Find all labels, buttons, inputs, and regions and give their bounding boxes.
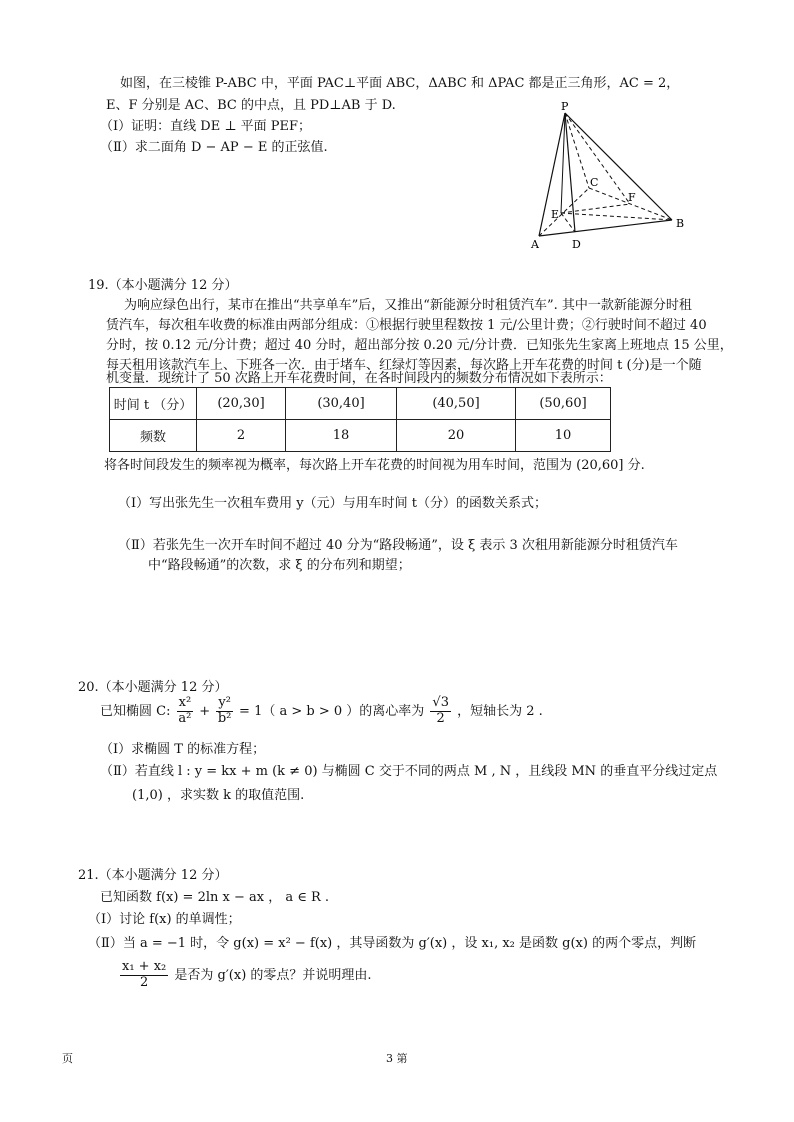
table-cell: 2 <box>197 420 286 452</box>
q19-part2b: 中“路段畅通”的次数，求 ξ 的分布列和期望； <box>148 558 411 573</box>
q20-intro-suffix: ，短轴长为 2 . <box>457 703 543 719</box>
q21-header: 21.（本小题满分 12 分） <box>78 868 228 883</box>
q18-line2: E、F 分别是 AC、BC 的中点，且 PD⊥AB 于 D. <box>106 98 396 113</box>
table-header-cell: (30,40] <box>286 388 397 420</box>
q20-header: 20.（本小题满分 12 分） <box>78 680 228 695</box>
q19-para-3: 分时，按 0.12 元/分计费；超过 40 分时，超出部分按 0.20 元/分计费．已知张先生家离上班地点 15 公里， <box>106 338 733 353</box>
edge-AB <box>539 220 672 236</box>
ellipse-frac-x <box>177 696 194 727</box>
q18-part1: （Ⅰ）证明：直线 DE ⊥ 平面 PEF； <box>100 119 312 134</box>
label-D: D <box>572 238 581 251</box>
q19-para-5: 机变量．现统计了 50 次路上开车花费时间，在各时间段内的频数分布情况如下表所示： <box>106 371 612 386</box>
midpoint-frac <box>120 960 168 991</box>
edge-PB <box>565 113 672 220</box>
q21-part2a: （Ⅱ）当 a = −1 时，令 g(x) = x² − f(x) ，其导函数为 g′(x) ，设 x₁, x₂ 是函数 g(x) 的两个零点，判断 <box>88 936 697 951</box>
table-row-label: 频数 <box>110 420 197 452</box>
q19-part2a: （Ⅱ）若张先生一次开车时间不超过 40 分为“路段畅通”，设 ξ 表示 3 次租用新能源分时租赁汽车 <box>118 538 678 553</box>
table-cell: 20 <box>397 420 516 452</box>
table-header-cell: (20,30] <box>197 388 286 420</box>
q20-intro <box>100 696 543 727</box>
q20-part2a: （Ⅱ）若直线 l : y = kx + m (k ≠ 0) 与椭圆 C 交于不同的两点 M , N ，且线段 MN 的垂直平分线过定点 <box>100 764 718 779</box>
q19-after-table: 将各时间段发生的频率视为概率，每次路上开车花费的时间视为用车时间，范围为 (20,60] 分. <box>104 458 645 473</box>
frac-numerator: y² <box>218 695 231 710</box>
plus-sign: + <box>199 703 211 719</box>
q19-para-1: 为响应绿色出行，某市在推出“共享单车”后，又推出“新能源分时租赁汽车”. 其中一款新能源分时租 <box>124 298 692 313</box>
frac-numerator: √3 <box>432 695 449 710</box>
label-E: E <box>551 208 560 221</box>
q21-part2-line2 <box>118 960 372 991</box>
label-C: C <box>590 176 599 189</box>
q19-para-2: 赁汽车，每次租车收费的标准由两部分组成：①根据行驶里程数按 1 元/公里计费；②行驶时间不超过 40 <box>106 318 707 333</box>
frac-numerator: x² <box>178 695 192 710</box>
edge-AC <box>539 188 589 236</box>
q19-para-4: 每天租用该款汽车上、下班各一次．由于堵车、红绿灯等因素，每次路上开车花费的时间 t (分)是一个随 <box>106 358 702 373</box>
eccentricity-frac <box>430 696 451 727</box>
q19-part1: （Ⅰ）写出张先生一次租车费用 y（元）与用车时间 t（分）的函数关系式； <box>118 496 547 511</box>
label-B: B <box>676 217 685 230</box>
q20-intro-mid: = 1（ a > b > 0 ）的离心率为 <box>239 703 425 719</box>
label-P: P <box>561 100 569 113</box>
tetrahedron-figure <box>525 100 695 260</box>
footer-left: 页 <box>62 1052 73 1065</box>
q21-part2b: 是否为 g′(x) 的零点？并说明理由. <box>174 967 372 983</box>
label-F: F <box>628 191 636 204</box>
frac-denominator: a² <box>178 710 192 726</box>
table-cell: 18 <box>286 420 397 452</box>
table-header-cell: (40,50] <box>397 388 516 420</box>
label-A: A <box>531 238 539 251</box>
q21-intro: 已知函数 f(x) = 2ln x − ax ， a ∈ R . <box>100 890 330 905</box>
frac-denominator: 2 <box>139 974 149 990</box>
edge-PF <box>565 113 630 204</box>
table-cell: 10 <box>516 420 611 452</box>
q21-part1: （Ⅰ）讨论 f(x) 的单调性； <box>88 912 241 927</box>
frequency-table <box>109 387 611 452</box>
q20-part2b: (1,0) ，求实数 k 的取值范围. <box>132 788 305 803</box>
table-row <box>110 420 611 452</box>
frac-denominator: 2 <box>436 710 445 726</box>
ellipse-frac-y <box>216 696 233 727</box>
edge-ED <box>561 213 575 232</box>
table-header-cell: (50,60] <box>516 388 611 420</box>
frac-numerator: x₁ + x₂ <box>122 959 167 974</box>
q20-part1: （Ⅰ）求椭圆 T 的标准方程； <box>100 742 266 757</box>
q18-line1: 如图，在三棱锥 P-ABC 中，平面 PAC⊥平面 ABC，ΔABC 和 ΔPAC 都是正三角形，AC = 2， <box>120 76 680 91</box>
table-header-cell: 时间 t （分） <box>110 388 197 420</box>
q19-header: 19.（本小题满分 12 分） <box>88 278 238 293</box>
edge-PD <box>565 113 575 232</box>
q18-part2: （Ⅱ）求二面角 D − AP − E 的正弦值. <box>100 140 328 155</box>
table-row <box>110 388 611 420</box>
frac-denominator: b² <box>217 710 232 726</box>
footer-page-number: 3 第 <box>386 1052 408 1065</box>
q20-intro-prefix: 已知椭圆 C: <box>100 703 171 719</box>
